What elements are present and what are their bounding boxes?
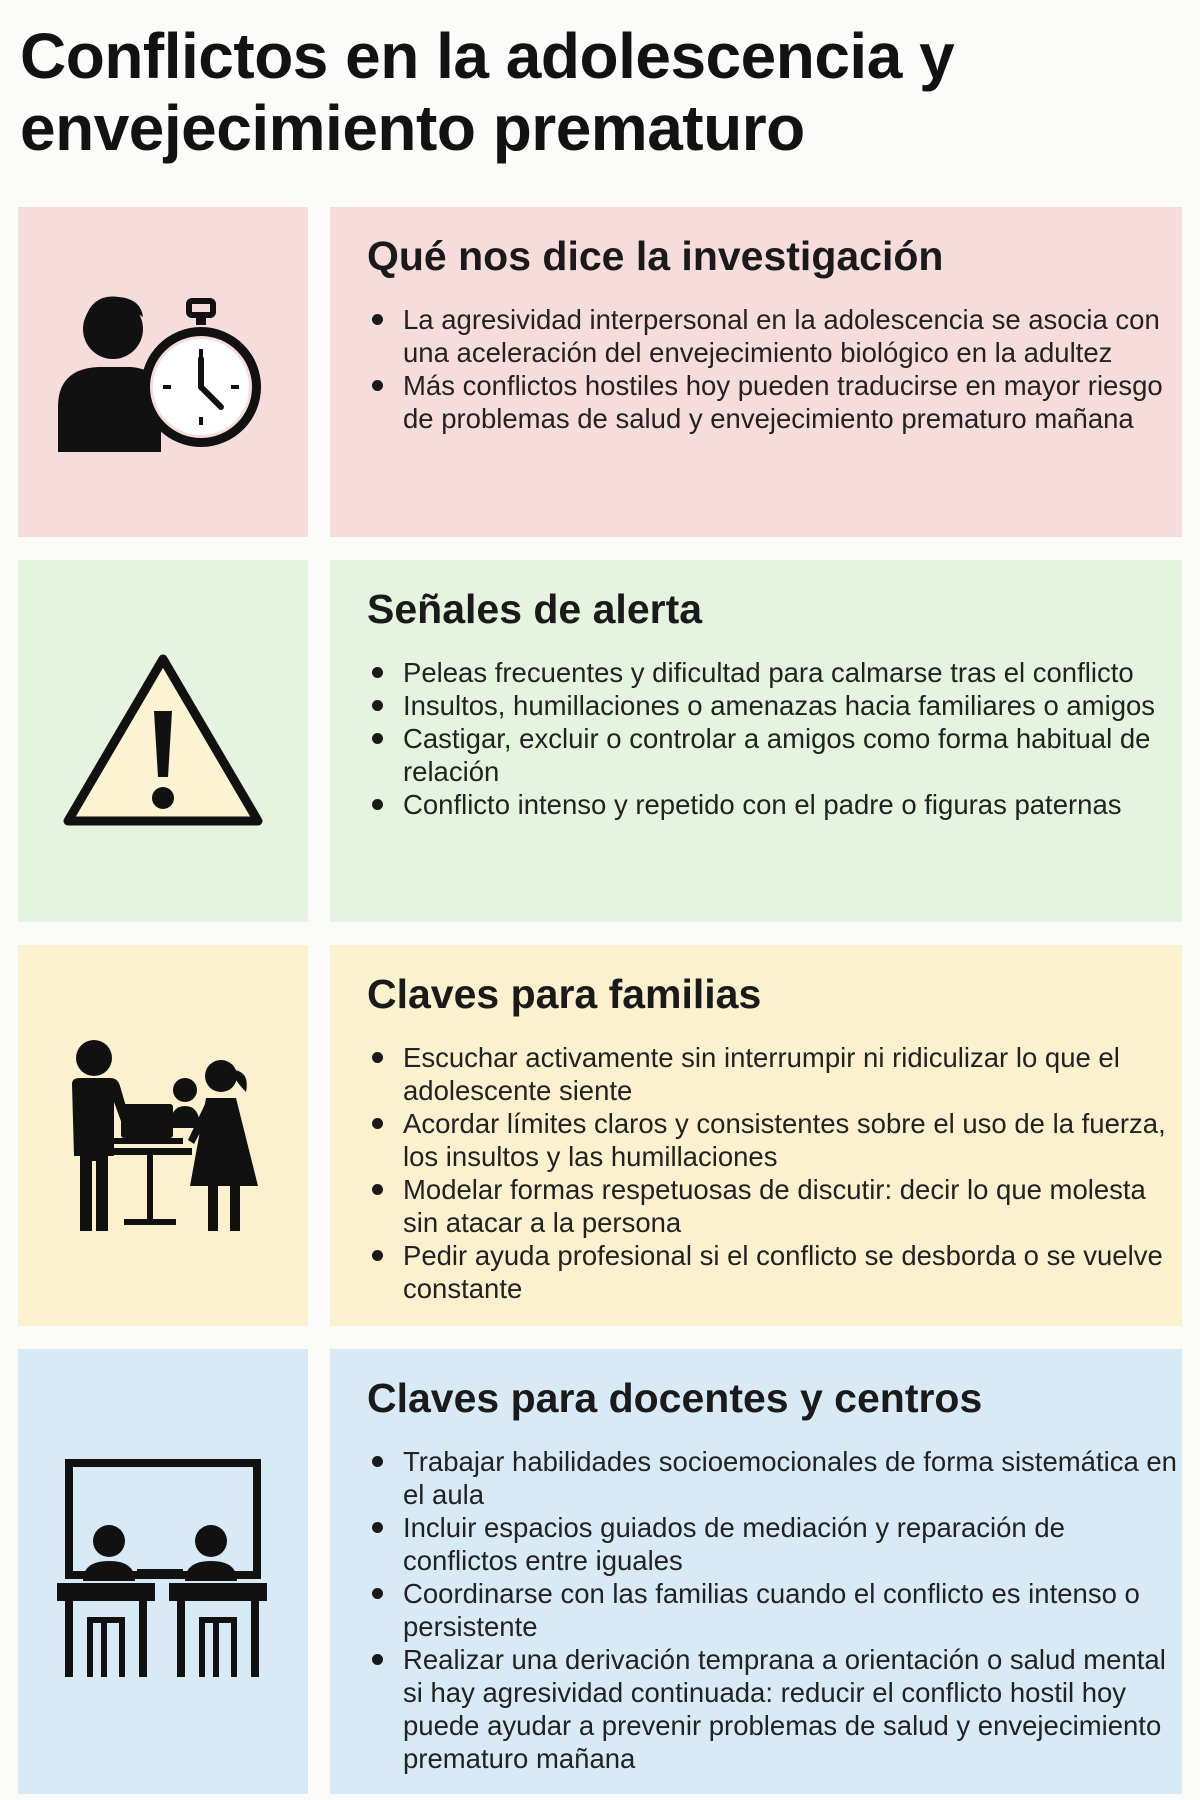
bullet-list (367, 656, 1182, 821)
text-panel (330, 945, 1182, 1326)
list-item: Escuchar activamente sin interrumpir ni ridiculizar lo que el adolescente siente (367, 1041, 1182, 1107)
list-item: Insultos, humillaciones o amenazas hacia familiares o amigos (367, 689, 1182, 722)
list-item: Incluir espacios guiados de mediación y reparación de conflictos entre iguales (367, 1511, 1182, 1577)
section-heading: Qué nos dice la investigación (367, 233, 944, 279)
text-panel (330, 207, 1182, 537)
icon-panel (18, 207, 308, 537)
family-table-icon (58, 1036, 268, 1236)
section-warning-signs (18, 560, 1182, 922)
list-item: Coordinarse con las familias cuando el conflicto es intenso o persistente (367, 1577, 1182, 1643)
icon-panel (18, 560, 308, 922)
page-title: Conflictos en la adolescencia y envejecimiento prematuro (20, 20, 955, 164)
list-item: Conflicto intenso y repetido con el padre o figuras paternas (367, 788, 1182, 821)
section-teachers (18, 1349, 1182, 1794)
list-item: Modelar formas respetuosas de discutir: decir lo que molesta sin atacar a la persona (367, 1173, 1182, 1239)
icon-panel (18, 945, 308, 1326)
section-heading: Claves para familias (367, 971, 762, 1017)
list-item: Trabajar habilidades socioemocionales de forma sistemática en el aula (367, 1445, 1182, 1511)
section-heading: Claves para docentes y centros (367, 1375, 983, 1421)
classroom-icon (53, 1457, 273, 1687)
list-item: Pedir ayuda profesional si el conflicto se desborda o se vuelve constante (367, 1239, 1182, 1305)
text-panel (330, 560, 1182, 922)
list-item: Realizar una derivación temprana a orientación o salud mental si hay agresividad continuada: reducir el conflicto hostil hoy puede ayudar a prevenir problemas de salud y envejecimiento prematuro mañana (367, 1643, 1182, 1775)
bullet-list (367, 1041, 1182, 1305)
bullet-list (367, 1445, 1182, 1775)
warning-triangle-icon (58, 649, 268, 834)
bullet-list (367, 303, 1182, 435)
person-clock-icon (53, 287, 273, 457)
section-research (18, 207, 1182, 537)
list-item: Acordar límites claros y consistentes sobre el uso de la fuerza, los insultos y las humillaciones (367, 1107, 1182, 1173)
section-heading: Señales de alerta (367, 586, 703, 632)
list-item: La agresividad interpersonal en la adolescencia se asocia con una aceleración del envejecimiento biológico en la adultez (367, 303, 1182, 369)
section-families (18, 945, 1182, 1326)
text-panel (330, 1349, 1182, 1794)
list-item: Peleas frecuentes y dificultad para calmarse tras el conflicto (367, 656, 1182, 689)
list-item: Más conflictos hostiles hoy pueden traducirse en mayor riesgo de problemas de salud y envejecimiento prematuro mañana (367, 369, 1182, 435)
icon-panel (18, 1349, 308, 1794)
list-item: Castigar, excluir o controlar a amigos como forma habitual de relación (367, 722, 1182, 788)
